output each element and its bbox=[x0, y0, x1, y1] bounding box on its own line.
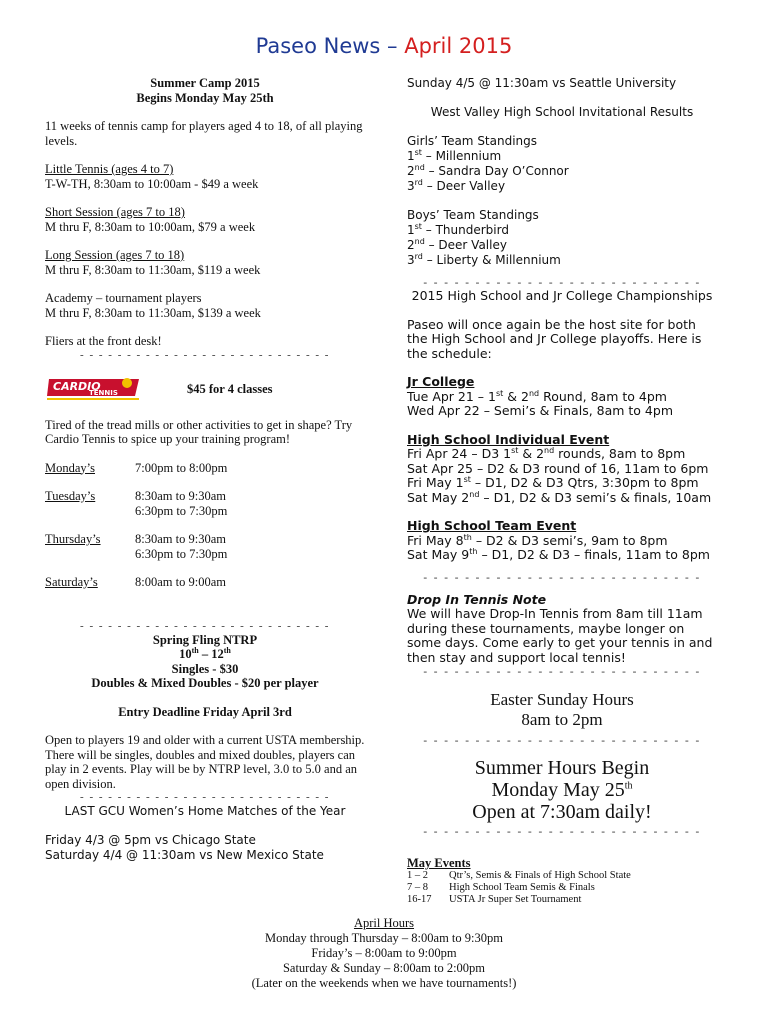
separator: - - - - - - - - - - - - - - - - - - - - - - - - - - - bbox=[423, 665, 701, 678]
boys-standing: 1st – Thunderbird bbox=[407, 222, 509, 237]
schedule-time: 6:30pm to 7:30pm bbox=[135, 503, 228, 518]
april-hours-line: Monday through Thursday – 8:00am to 9:30pm bbox=[265, 931, 503, 945]
may-event: 16-17 USTA Jr Super Set Tournament bbox=[407, 894, 582, 905]
schedule-day: Thursday’s bbox=[45, 532, 101, 546]
girls-standing: 2nd – Sandra Day O’Connor bbox=[407, 163, 569, 178]
jc-title: Jr College bbox=[407, 374, 475, 389]
separator: - - - - - - - - - - - - - - - - - - - - - - - - - - - bbox=[423, 825, 701, 838]
april-hours-line: Saturday & Sunday – 8:00am to 2:00pm bbox=[282, 961, 486, 975]
summer-line-1: Summer Hours Begin bbox=[474, 757, 650, 779]
fling-body: Open to players 19 and older with a current USTA membership. There will be singles, doubles and mixed doubles, players can play in 2 events. Play will be by NTRP level, 3.0 to 5.0 and an open division. bbox=[45, 733, 365, 791]
girls-standing: 1st – Millennium bbox=[407, 148, 502, 163]
session-academy bbox=[45, 291, 365, 320]
summer-block bbox=[407, 757, 717, 823]
session-detail: T-W-TH, 8:30am to 10:00am - $49 a week bbox=[45, 176, 259, 191]
gcu-match: Saturday 4/4 @ 11:30am vs New Mexico State bbox=[45, 848, 324, 862]
schedule-time: 6:30pm to 7:30pm bbox=[135, 546, 228, 561]
hsi-title: High School Individual Event bbox=[407, 431, 610, 447]
cardio-tennis-logo bbox=[45, 376, 143, 404]
hsi-block bbox=[407, 433, 717, 506]
girls-standing: 3rd – Deer Valley bbox=[407, 178, 506, 193]
easter-block bbox=[407, 690, 717, 730]
cardio-header bbox=[45, 376, 365, 404]
separator: - - - - - - - - - - - - - - - - - - - - - - - - - - - bbox=[80, 619, 330, 632]
hst-line: Sat May 9th – D1, D2 & D3 – finals, 11am to 8pm bbox=[407, 546, 710, 562]
academy-detail: M thru F, 8:30am to 11:30am, $139 a week bbox=[45, 305, 261, 320]
hsi-line: Sat Apr 25 – D2 & D3 round of 16, 11am to 6pm bbox=[407, 460, 709, 476]
separator: - - - - - - - - - - - - - - - - - - - - - - - - - - - bbox=[80, 791, 330, 803]
schedule-row bbox=[45, 532, 365, 561]
may-events bbox=[407, 856, 717, 906]
jc-line: Wed Apr 22 – Semi’s & Finals, 8am to 4pm bbox=[407, 403, 673, 418]
session-name: Little Tennis (ages 4 to 7) bbox=[45, 162, 174, 176]
schedule-row bbox=[45, 461, 365, 476]
april-hours-title: April Hours bbox=[353, 916, 415, 930]
separator: - - - - - - - - - - - - - - - - - - - - - - - - - - - bbox=[423, 734, 701, 747]
gcu-match: Friday 4/3 @ 5pm vs Chicago State bbox=[45, 833, 256, 847]
hst-title: High School Team Event bbox=[407, 518, 577, 533]
champ-title: 2015 High School and Jr College Championships bbox=[411, 288, 713, 303]
april-hours-line: Friday’s – 8:00am to 9:00pm bbox=[311, 946, 457, 960]
session-name: Long Session (ages 7 to 18) bbox=[45, 248, 185, 262]
schedule-time: 7:00pm to 8:00pm bbox=[135, 460, 228, 475]
april-hours-line: (Later on the weekends when we have tournaments!) bbox=[251, 976, 517, 990]
right-column bbox=[407, 76, 717, 906]
separator: - - - - - - - - - - - - - - - - - - - - - - - - - - - bbox=[80, 348, 330, 361]
girls-title: Girls’ Team Standings bbox=[407, 134, 538, 148]
summer-line-3: Open at 7:30am daily! bbox=[472, 801, 652, 823]
wv-title: West Valley High School Invitational Results bbox=[430, 105, 694, 119]
fling-deadline: Entry Deadline Friday April 3rd bbox=[118, 704, 292, 719]
boys-standing: 3rd – Liberty & Millennium bbox=[407, 252, 561, 267]
session-little bbox=[45, 162, 365, 191]
hst-line: Fri May 8th – D2 & D3 semi’s, 9am to 8pm bbox=[407, 532, 668, 548]
may-title: May Events bbox=[407, 856, 471, 870]
hsi-line: Fri Apr 24 – D3 1st & 2nd rounds, 8am to 8pm bbox=[407, 445, 686, 461]
schedule-row bbox=[45, 489, 365, 518]
separator: - - - - - - - - - - - - - - - - - - - - - - - - - - - bbox=[423, 276, 701, 289]
boys-title: Boys’ Team Standings bbox=[407, 208, 539, 222]
schedule-time: 8:30am to 9:30am bbox=[135, 532, 226, 546]
logo-text: CARDIO bbox=[53, 379, 101, 393]
page-title bbox=[0, 34, 768, 58]
gcu-match-last: Sunday 4/5 @ 11:30am vs Seattle University bbox=[407, 76, 677, 90]
april-hours bbox=[0, 916, 768, 991]
separator: - - - - - - - - - - - - - - - - - - - - - - - - - - - bbox=[423, 570, 701, 584]
left-column bbox=[45, 76, 365, 863]
cardio-intro: Tired of the tread mills or other activities to get in shape? Try Cardio Tennis to spice up your training program! bbox=[45, 417, 353, 446]
fling-singles: Singles - $30 bbox=[171, 661, 239, 676]
schedule-day: Saturday’s bbox=[45, 575, 98, 589]
may-event: 1 – 2 Qtr’s, Semis & Finals of High School State bbox=[407, 870, 631, 881]
champ-body: Paseo will once again be the host site for both the High School and Jr College playoffs. Here is the schedule: bbox=[407, 316, 702, 361]
session-detail: M thru F, 8:30am to 10:00am, $79 a week bbox=[45, 219, 256, 234]
jc-line: Tue Apr 21 – 1st & 2nd Round, 8am to 4pm bbox=[407, 388, 667, 404]
session-name: Short Session (ages 7 to 18) bbox=[45, 205, 185, 219]
schedule-day: Tuesday’s bbox=[45, 489, 96, 503]
hst-block bbox=[407, 519, 717, 563]
drop-body: We will have Drop-In Tennis from 8am till 11am during these tournaments, maybe longer on some days. Come early to get your tennis in and then stay and support local tennis! bbox=[407, 606, 713, 665]
cardio-price: $45 for 4 classes bbox=[187, 382, 273, 397]
easter-hours: 8am to 2pm bbox=[521, 710, 603, 729]
may-event: 7 – 8 High School Team Semis & Finals bbox=[407, 882, 595, 893]
fling-dates: 10th – 12th bbox=[179, 645, 231, 661]
title-part-2: April 2015 bbox=[404, 34, 513, 58]
hsi-line: Sat May 2nd – D1, D2 & D3 semi’s & finals, 10am bbox=[407, 489, 712, 505]
camp-title: Summer Camp 2015 bbox=[150, 76, 260, 90]
camp-intro: 11 weeks of tennis camp for players aged 4 to 18, of all playing levels. bbox=[45, 119, 363, 148]
fliers-note: Fliers at the front desk! bbox=[45, 334, 162, 348]
gcu-title: LAST GCU Women’s Home Matches of the Year bbox=[64, 804, 346, 818]
cardio-schedule bbox=[45, 461, 365, 590]
schedule-row bbox=[45, 575, 365, 590]
fling-title: Spring Fling NTRP bbox=[152, 632, 258, 647]
jc-block bbox=[407, 375, 717, 419]
schedule-day: Monday’s bbox=[45, 460, 95, 475]
summer-line-2: Monday May 25th bbox=[491, 779, 633, 801]
session-long bbox=[45, 248, 365, 277]
schedule-time: 8:00am to 9:00am bbox=[135, 575, 226, 589]
boys-standing: 2nd – Deer Valley bbox=[407, 237, 507, 252]
fling-doubles: Doubles & Mixed Doubles - $20 per player bbox=[91, 676, 319, 690]
academy-name: Academy – tournament players bbox=[45, 291, 202, 305]
session-short bbox=[45, 205, 365, 234]
hsi-line: Fri May 1st – D1, D2 & D3 Qtrs, 3:30pm to 8pm bbox=[407, 474, 699, 490]
drop-block bbox=[407, 593, 717, 666]
session-detail: M thru F, 8:30am to 11:30am, $119 a week bbox=[45, 262, 261, 277]
drop-title: Drop In Tennis Note bbox=[407, 591, 547, 607]
schedule-time: 8:30am to 9:30am bbox=[135, 489, 226, 503]
title-part-1: Paseo News – bbox=[255, 34, 405, 58]
camp-subtitle: Begins Monday May 25th bbox=[136, 90, 274, 105]
logo-sub: TENNIS bbox=[89, 388, 118, 397]
easter-title: Easter Sunday Hours bbox=[490, 690, 634, 709]
